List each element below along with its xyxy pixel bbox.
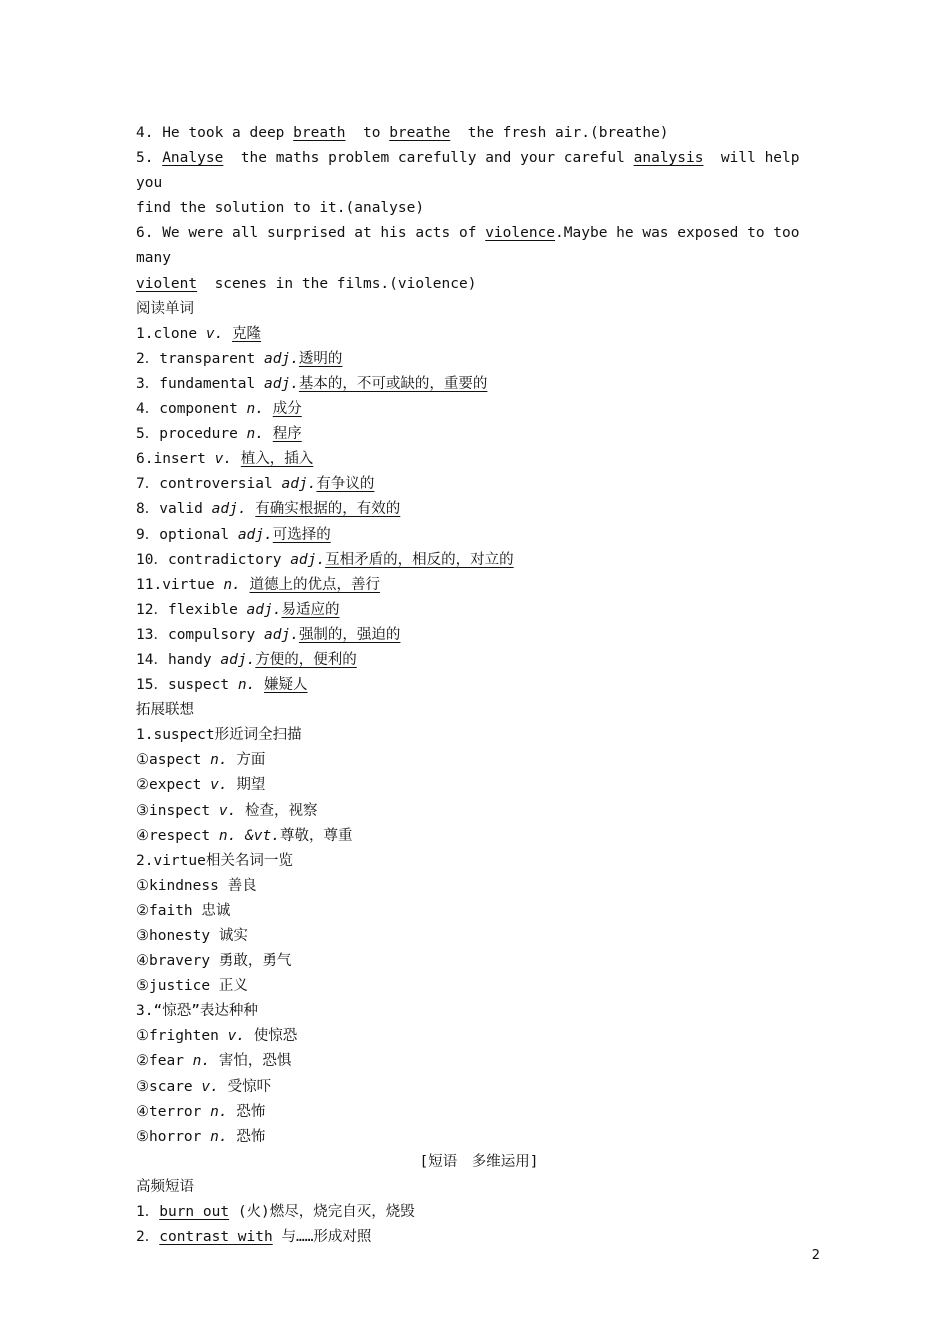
- document-body: [136, 121, 822, 1250]
- vocab-item: [136, 598, 822, 623]
- extension-item: [136, 874, 822, 899]
- part-of-speech: n. &vt.: [218, 827, 280, 844]
- sentence-text: 5.: [136, 150, 163, 167]
- sentence-text: the fresh air.(breathe): [450, 125, 669, 141]
- related-word: scare: [149, 1078, 193, 1095]
- sentence-text: 6. We were all surprised at his acts of: [136, 225, 486, 242]
- related-word: horror: [149, 1128, 202, 1145]
- part-of-speech: v.: [227, 1028, 246, 1045]
- sentence-text: 4. He took a deep: [136, 125, 294, 141]
- group-title: 2.virtue相关名词一览: [136, 852, 293, 869]
- extension-groups: [136, 723, 822, 1150]
- vocab-meaning: 植入，插入: [240, 451, 314, 468]
- item-number: ③: [136, 802, 149, 819]
- sentence-text: the maths problem carefully and your careful: [223, 150, 634, 167]
- related-word: terror: [149, 1103, 202, 1120]
- vocab-word: clone: [153, 325, 198, 342]
- extension-heading: 拓展联想: [136, 702, 194, 719]
- vocab-word: flexible: [167, 601, 238, 618]
- part-of-speech: adj.: [246, 601, 282, 618]
- extension-item: [136, 773, 822, 798]
- phrase-meaning: 与……形成对照: [281, 1229, 372, 1246]
- sentence-text: will help you: [136, 150, 809, 192]
- part-of-speech: n.: [246, 401, 265, 418]
- part-of-speech: adj.: [220, 651, 256, 668]
- item-number: 3．: [136, 375, 160, 392]
- vocab-meaning: 互相矛盾的，相反的，对立的: [325, 551, 514, 568]
- item-number: 13．: [136, 626, 168, 643]
- part-of-speech: n.: [210, 1103, 228, 1120]
- related-word: inspect: [149, 802, 211, 819]
- part-of-speech: v.: [201, 1078, 219, 1095]
- item-number: ③: [136, 1078, 149, 1095]
- item-number: ③: [136, 928, 149, 944]
- part-of-speech: v.: [210, 777, 228, 794]
- answer-word: breathe: [389, 125, 451, 141]
- part-of-speech: adj.: [264, 375, 299, 392]
- vocab-meaning: 易适应的: [281, 601, 340, 618]
- related-meaning: 害怕，恐惧: [218, 1053, 292, 1070]
- item-number: 4．: [136, 401, 160, 418]
- related-word: respect: [149, 827, 211, 844]
- extension-item: [136, 924, 822, 949]
- vocab-word: suspect: [167, 677, 230, 694]
- vocab-item: [136, 397, 822, 422]
- part-of-speech: adj.: [281, 476, 317, 493]
- related-word: honesty: [149, 928, 211, 944]
- vocab-meaning: 有争议的: [316, 476, 375, 493]
- vocab-item: [136, 523, 822, 548]
- vocab-item: [136, 648, 822, 673]
- related-meaning: 忠诚: [201, 902, 231, 919]
- sentence-exercises: [136, 121, 822, 297]
- vocab-item: [136, 447, 822, 472]
- related-word: aspect: [149, 752, 202, 769]
- extension-item: [136, 1075, 822, 1100]
- sentence-text: to: [345, 125, 390, 141]
- item-number: ②: [136, 1053, 149, 1070]
- part-of-speech: adj.: [211, 501, 247, 518]
- item-number: ①: [136, 877, 149, 894]
- vocab-word: optional: [159, 526, 230, 543]
- vocab-word: transparent: [159, 350, 256, 367]
- item-number: 7．: [136, 476, 160, 493]
- item-number: 15．: [136, 677, 168, 694]
- related-meaning: 尊敬，尊重: [279, 827, 353, 844]
- extension-item: [136, 1049, 822, 1074]
- item-number: 14．: [136, 651, 168, 668]
- related-meaning: 使惊恐: [253, 1028, 298, 1045]
- vocab-item: [136, 472, 822, 497]
- part-of-speech: n.: [246, 426, 265, 443]
- vocab-meaning: 有确实根据的，有效的: [255, 501, 401, 518]
- related-meaning: 期望: [236, 777, 266, 794]
- phrase-meaning: (火)燃尽，烧完自灭，烧毁: [237, 1204, 415, 1221]
- vocab-meaning: 克隆: [232, 325, 262, 342]
- vocab-word: controversial: [159, 476, 273, 493]
- extension-item: [136, 949, 822, 974]
- extension-item: [136, 1100, 822, 1125]
- item-number: 2．: [136, 1229, 160, 1246]
- answer-word: breath: [293, 125, 346, 141]
- item-number: 5．: [136, 426, 160, 443]
- related-meaning: 检查，视察: [245, 802, 318, 819]
- vocab-item: [136, 372, 822, 397]
- related-meaning: 诚实: [218, 928, 248, 944]
- item-number: 12．: [136, 601, 168, 618]
- vocab-item: [136, 497, 822, 522]
- vocab-item: [136, 623, 822, 648]
- part-of-speech: n.: [223, 576, 241, 593]
- phrase-item: [136, 1225, 822, 1250]
- item-number: 9．: [136, 526, 160, 543]
- vocab-meaning: 透明的: [298, 350, 343, 367]
- extension-item: [136, 799, 822, 824]
- part-of-speech: v.: [218, 802, 237, 819]
- vocab-word: contradictory: [167, 551, 282, 568]
- item-number: ④: [136, 1103, 149, 1120]
- item-number: 8．: [136, 501, 160, 518]
- reading-words-heading: 阅读单词: [136, 300, 194, 317]
- sentence-line: [136, 146, 822, 196]
- item-number: ④: [136, 827, 149, 844]
- related-meaning: 受惊吓: [227, 1078, 272, 1095]
- answer-word: analysis: [633, 150, 704, 167]
- vocab-meaning: 基本的，不可或缺的，重要的: [298, 375, 488, 392]
- part-of-speech: n.: [192, 1053, 211, 1070]
- part-of-speech: adj.: [237, 526, 273, 543]
- vocab-item: [136, 322, 822, 347]
- phrase-text: burn out: [159, 1204, 230, 1221]
- related-word: faith: [149, 902, 193, 919]
- part-of-speech: adj.: [264, 350, 299, 367]
- extension-group-title: [136, 999, 822, 1024]
- part-of-speech: v.: [205, 325, 224, 342]
- answer-word: Analyse: [162, 150, 224, 167]
- vocab-word: valid: [159, 501, 203, 518]
- item-number: ②: [136, 777, 149, 794]
- related-meaning: 方面: [236, 752, 266, 769]
- sentence-line: [136, 121, 822, 146]
- vocab-item: [136, 548, 822, 573]
- sentence-line: [136, 272, 822, 297]
- vocab-meaning: 道德上的优点，善行: [249, 576, 381, 593]
- group-title: 1.suspect形近词全扫描: [136, 727, 302, 744]
- vocab-word: procedure: [159, 426, 238, 443]
- related-word: bravery: [149, 953, 211, 970]
- related-word: expect: [149, 777, 202, 794]
- related-meaning: 善良: [227, 877, 257, 894]
- item-number: ⑤: [136, 1128, 149, 1145]
- phrase-heading: 高频短语: [136, 1178, 194, 1195]
- related-meaning: 恐怖: [236, 1128, 266, 1145]
- answer-word: violent: [136, 275, 198, 292]
- item-number: ①: [136, 1028, 149, 1045]
- item-number: 2．: [136, 350, 160, 367]
- related-meaning: 勇敢，勇气: [218, 953, 292, 970]
- extension-item: [136, 899, 822, 924]
- vocab-item: [136, 573, 822, 598]
- extension-item: [136, 974, 822, 999]
- extension-item: [136, 824, 822, 849]
- item-number: 10．: [136, 551, 168, 568]
- extension-item: [136, 748, 822, 773]
- item-number: 11.: [136, 576, 163, 593]
- vocab-word: insert: [153, 451, 206, 468]
- item-number: 1．: [136, 1204, 160, 1221]
- vocab-meaning: 可选择的: [272, 526, 331, 543]
- phrase-list: [136, 1200, 822, 1250]
- item-number: 1.: [136, 325, 154, 342]
- related-word: fear: [149, 1053, 184, 1070]
- answer-word: violence: [485, 225, 556, 242]
- part-of-speech: v.: [214, 451, 233, 468]
- phrase-section-title: [短语 多维运用]: [419, 1153, 539, 1170]
- vocab-item: [136, 673, 822, 698]
- extension-item: [136, 1125, 822, 1150]
- item-number: ②: [136, 902, 149, 919]
- related-word: frighten: [149, 1028, 219, 1045]
- vocab-word: compulsory: [167, 626, 256, 643]
- part-of-speech: n.: [210, 752, 228, 769]
- extension-group-title: [136, 723, 822, 748]
- item-number: ⑤: [136, 978, 149, 995]
- extension-group-title: [136, 849, 822, 874]
- extension-item: [136, 1024, 822, 1049]
- related-word: kindness: [149, 877, 219, 894]
- vocab-meaning: 嫌疑人: [264, 677, 308, 694]
- sentence-text: .Maybe he was exposed to too many: [136, 225, 809, 267]
- vocab-meaning: 强制的，强迫的: [298, 626, 401, 643]
- related-meaning: 恐怖: [236, 1103, 266, 1120]
- sentence-line: [136, 196, 822, 221]
- item-number: ①: [136, 752, 149, 769]
- vocab-meaning: 方便的，便利的: [255, 651, 357, 668]
- reading-words-list: [136, 322, 822, 698]
- vocab-meaning: 成分: [272, 401, 302, 418]
- group-title: 3.“惊恐”表达种种: [136, 1003, 258, 1020]
- vocab-item: [136, 347, 822, 372]
- related-meaning: 正义: [218, 978, 248, 995]
- sentence-text: scenes in the films.(violence): [197, 275, 477, 292]
- vocab-word: handy: [167, 651, 212, 668]
- phrase-text: contrast with: [159, 1229, 273, 1246]
- related-word: justice: [149, 978, 211, 995]
- part-of-speech: n.: [210, 1128, 228, 1145]
- sentence-line: [136, 221, 822, 271]
- sentence-text: find the solution to it.(analyse): [136, 200, 425, 217]
- vocab-word: fundamental: [159, 375, 256, 392]
- item-number: ④: [136, 953, 149, 970]
- part-of-speech: adj.: [290, 551, 326, 568]
- vocab-word: component: [159, 401, 238, 418]
- vocab-word: virtue: [162, 576, 215, 593]
- page-number: 2: [811, 1248, 820, 1263]
- vocab-meaning: 程序: [272, 426, 302, 443]
- part-of-speech: adj.: [264, 626, 299, 643]
- vocab-item: [136, 422, 822, 447]
- item-number: 6.: [136, 451, 154, 468]
- phrase-item: [136, 1200, 822, 1225]
- part-of-speech: n.: [237, 677, 256, 694]
